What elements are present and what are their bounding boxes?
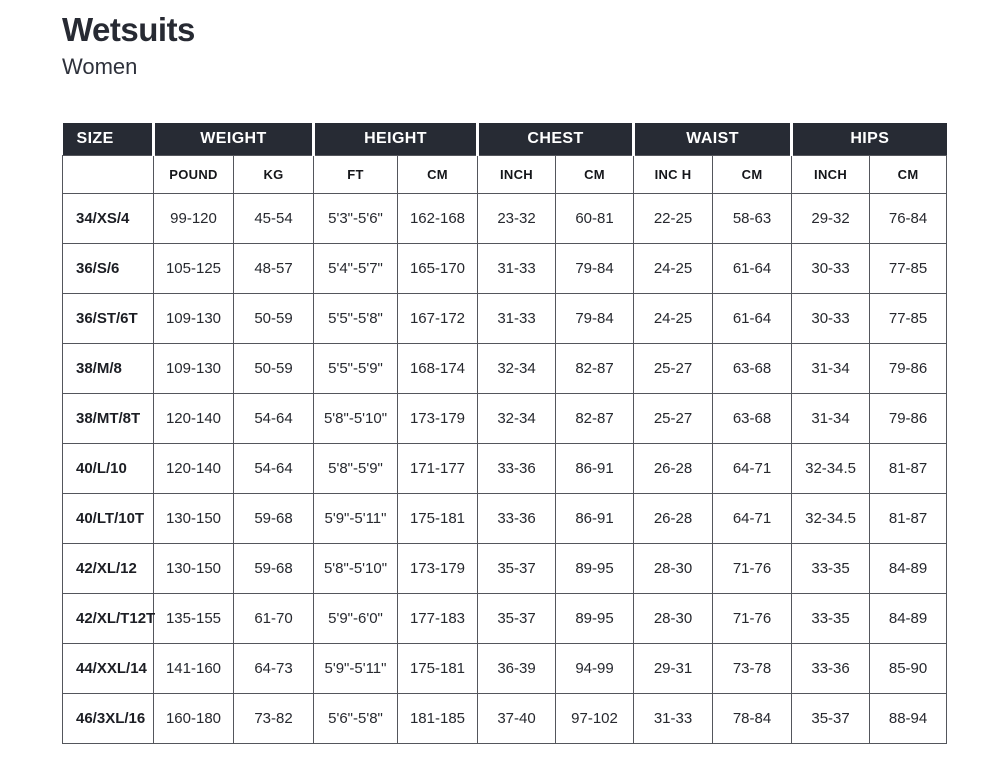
value-cell: 36-39: [478, 643, 556, 693]
value-cell: 168-174: [398, 343, 478, 393]
value-cell: 61-70: [234, 593, 314, 643]
value-cell: 50-59: [234, 293, 314, 343]
column-header-cm: CM: [870, 155, 947, 193]
value-cell: 26-28: [634, 443, 713, 493]
value-cell: 79-84: [556, 293, 634, 343]
size-cell: 40/LT/10T: [63, 493, 154, 543]
size-cell: 36/ST/6T: [63, 293, 154, 343]
column-group-hips: HIPS: [792, 123, 947, 155]
column-header-ft: FT: [314, 155, 398, 193]
value-cell: 5'9"-5'11": [314, 643, 398, 693]
column-group-waist: WAIST: [634, 123, 792, 155]
value-cell: 5'4"-5'7": [314, 243, 398, 293]
value-cell: 177-183: [398, 593, 478, 643]
value-cell: 175-181: [398, 493, 478, 543]
value-cell: 94-99: [556, 643, 634, 693]
value-cell: 173-179: [398, 543, 478, 593]
column-header-cm: CM: [713, 155, 792, 193]
value-cell: 171-177: [398, 443, 478, 493]
value-cell: 58-63: [713, 193, 792, 243]
value-cell: 25-27: [634, 393, 713, 443]
table-row: [63, 393, 947, 443]
value-cell: 5'9"-5'11": [314, 493, 398, 543]
value-cell: 35-37: [478, 593, 556, 643]
value-cell: 85-90: [870, 643, 947, 693]
value-cell: 26-28: [634, 493, 713, 543]
table-row: [63, 193, 947, 243]
value-cell: 5'8"-5'10": [314, 543, 398, 593]
value-cell: 99-120: [154, 193, 234, 243]
value-cell: 45-54: [234, 193, 314, 243]
value-cell: 5'8"-5'10": [314, 393, 398, 443]
value-cell: 86-91: [556, 443, 634, 493]
value-cell: 79-86: [870, 393, 947, 443]
value-cell: 32-34: [478, 393, 556, 443]
table-body: [63, 193, 947, 743]
size-cell: 38/M/8: [63, 343, 154, 393]
value-cell: 54-64: [234, 393, 314, 443]
column-group-height: HEIGHT: [314, 123, 478, 155]
value-cell: 167-172: [398, 293, 478, 343]
value-cell: 165-170: [398, 243, 478, 293]
value-cell: 77-85: [870, 243, 947, 293]
column-group-chest: CHEST: [478, 123, 634, 155]
column-group-size: SIZE: [63, 123, 154, 155]
value-cell: 78-84: [713, 693, 792, 743]
value-cell: 135-155: [154, 593, 234, 643]
value-cell: 61-64: [713, 293, 792, 343]
value-cell: 82-87: [556, 343, 634, 393]
column-header-kg: KG: [234, 155, 314, 193]
value-cell: 71-76: [713, 543, 792, 593]
value-cell: 5'5"-5'8": [314, 293, 398, 343]
value-cell: 5'5"-5'9": [314, 343, 398, 393]
table-row: [63, 243, 947, 293]
value-cell: 82-87: [556, 393, 634, 443]
value-cell: 28-30: [634, 593, 713, 643]
value-cell: 33-36: [478, 493, 556, 543]
size-cell: 34/XS/4: [63, 193, 154, 243]
value-cell: 5'3"-5'6": [314, 193, 398, 243]
value-cell: 33-36: [478, 443, 556, 493]
column-header-empty: [63, 155, 154, 193]
value-cell: 32-34.5: [792, 443, 870, 493]
size-cell: 42/XL/12: [63, 543, 154, 593]
value-cell: 81-87: [870, 493, 947, 543]
value-cell: 84-89: [870, 593, 947, 643]
page-subtitle: Women: [62, 54, 138, 79]
value-cell: 89-95: [556, 593, 634, 643]
size-cell: 42/XL/T12T: [63, 593, 154, 643]
column-header-inc-h: INC H: [634, 155, 713, 193]
value-cell: 31-34: [792, 393, 870, 443]
value-cell: 37-40: [478, 693, 556, 743]
value-cell: 181-185: [398, 693, 478, 743]
value-cell: 24-25: [634, 243, 713, 293]
value-cell: 162-168: [398, 193, 478, 243]
table-row: [63, 643, 947, 693]
table-head: [63, 123, 947, 193]
value-cell: 33-36: [792, 643, 870, 693]
value-cell: 64-73: [234, 643, 314, 693]
value-cell: 31-33: [634, 693, 713, 743]
value-cell: 30-33: [792, 243, 870, 293]
size-cell: 36/S/6: [63, 243, 154, 293]
page-title: Wetsuits: [62, 11, 195, 48]
unit-header-row: [63, 155, 947, 193]
value-cell: 64-71: [713, 443, 792, 493]
table-row: [63, 593, 947, 643]
table-row: [63, 343, 947, 393]
column-group-weight: WEIGHT: [154, 123, 314, 155]
value-cell: 77-85: [870, 293, 947, 343]
table-row: [63, 293, 947, 343]
value-cell: 120-140: [154, 393, 234, 443]
value-cell: 22-25: [634, 193, 713, 243]
value-cell: 76-84: [870, 193, 947, 243]
value-cell: 105-125: [154, 243, 234, 293]
size-cell: 44/XXL/14: [63, 643, 154, 693]
value-cell: 5'9"-6'0": [314, 593, 398, 643]
table-row: [63, 493, 947, 543]
value-cell: 28-30: [634, 543, 713, 593]
table-row: [63, 693, 947, 743]
value-cell: 35-37: [478, 543, 556, 593]
value-cell: 89-95: [556, 543, 634, 593]
column-header-inch: INCH: [792, 155, 870, 193]
value-cell: 63-68: [713, 343, 792, 393]
value-cell: 175-181: [398, 643, 478, 693]
value-cell: 31-33: [478, 243, 556, 293]
size-cell: 38/MT/8T: [63, 393, 154, 443]
value-cell: 120-140: [154, 443, 234, 493]
value-cell: 33-35: [792, 593, 870, 643]
value-cell: 29-31: [634, 643, 713, 693]
value-cell: 61-64: [713, 243, 792, 293]
value-cell: 54-64: [234, 443, 314, 493]
value-cell: 109-130: [154, 343, 234, 393]
value-cell: 73-82: [234, 693, 314, 743]
value-cell: 30-33: [792, 293, 870, 343]
table-row: [63, 543, 947, 593]
size-cell: 46/3XL/16: [63, 693, 154, 743]
value-cell: 23-32: [478, 193, 556, 243]
table-row: [63, 443, 947, 493]
value-cell: 60-81: [556, 193, 634, 243]
column-header-pound: POUND: [154, 155, 234, 193]
value-cell: 79-84: [556, 243, 634, 293]
value-cell: 160-180: [154, 693, 234, 743]
value-cell: 59-68: [234, 543, 314, 593]
value-cell: 31-33: [478, 293, 556, 343]
value-cell: 97-102: [556, 693, 634, 743]
value-cell: 5'8"-5'9": [314, 443, 398, 493]
value-cell: 73-78: [713, 643, 792, 693]
value-cell: 79-86: [870, 343, 947, 393]
value-cell: 84-89: [870, 543, 947, 593]
value-cell: 64-71: [713, 493, 792, 543]
value-cell: 24-25: [634, 293, 713, 343]
value-cell: 81-87: [870, 443, 947, 493]
value-cell: 130-150: [154, 493, 234, 543]
group-header-row: [63, 123, 947, 155]
value-cell: 173-179: [398, 393, 478, 443]
column-header-cm: CM: [556, 155, 634, 193]
value-cell: 59-68: [234, 493, 314, 543]
value-cell: 50-59: [234, 343, 314, 393]
value-cell: 71-76: [713, 593, 792, 643]
column-header-inch: INCH: [478, 155, 556, 193]
value-cell: 86-91: [556, 493, 634, 543]
value-cell: 31-34: [792, 343, 870, 393]
value-cell: 32-34: [478, 343, 556, 393]
value-cell: 141-160: [154, 643, 234, 693]
value-cell: 29-32: [792, 193, 870, 243]
value-cell: 5'6"-5'8": [314, 693, 398, 743]
value-cell: 130-150: [154, 543, 234, 593]
value-cell: 35-37: [792, 693, 870, 743]
size-cell: 40/L/10: [63, 443, 154, 493]
value-cell: 48-57: [234, 243, 314, 293]
size-chart-table: [62, 123, 947, 744]
column-header-cm: CM: [398, 155, 478, 193]
value-cell: 109-130: [154, 293, 234, 343]
value-cell: 63-68: [713, 393, 792, 443]
value-cell: 25-27: [634, 343, 713, 393]
value-cell: 33-35: [792, 543, 870, 593]
value-cell: 32-34.5: [792, 493, 870, 543]
value-cell: 88-94: [870, 693, 947, 743]
